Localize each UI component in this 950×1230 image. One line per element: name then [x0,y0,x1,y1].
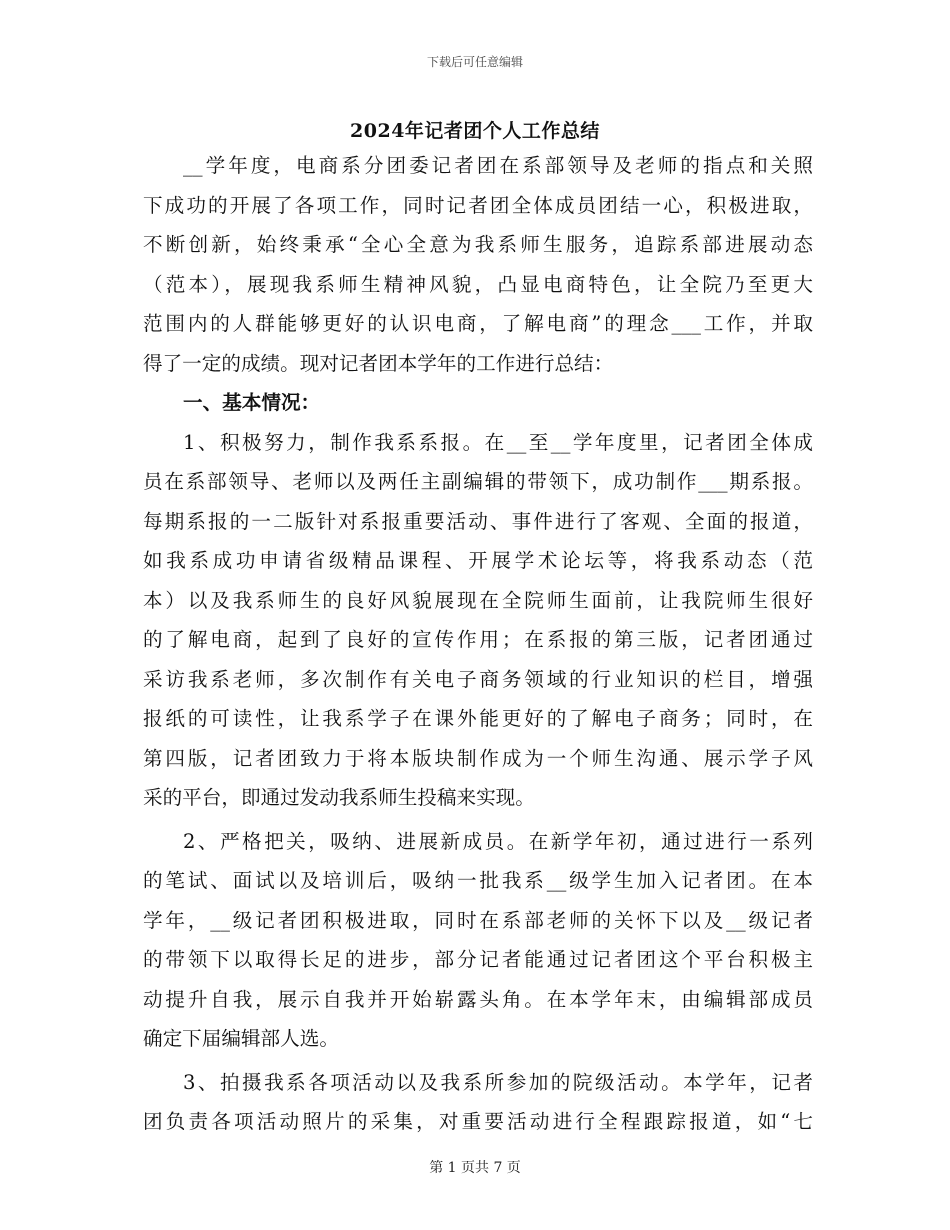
text-line: 1、积极努力，制作我系系报。在__至__学年度里，记者团全体成 [183,430,813,454]
text-line: 3、拍摄我系各项活动以及我系所参加的院级活动。本学年，记者 [183,1070,813,1094]
text-line: 采访我系老师，多次制作有关电子商务领域的行业知识的栏目，增强 [143,667,813,691]
text-line: 员在系部领导、老师以及两任主副编辑的带领下，成功制作___期系报。 [143,470,813,493]
text-line: 学年，__级记者团积极进取，同时在系部老师的关怀下以及__级记者 [143,908,813,932]
text-line: 如我系成功申请省级精品课程、开展学术论坛等，将我系动态（范 [143,549,813,572]
page-indicator: 第 1 页共 7 页 [429,1160,521,1176]
text-line: 不断创新，始终秉承“全心全意为我系师生服务，追踪系部进展动态 [143,233,813,256]
document-title: 2024年记者团个人工作总结 [350,120,600,142]
text-line: 本）以及我系师生的良好风貌展现在全院师生面前，让我院师生很好 [143,588,813,612]
text-line: 确定下届编辑部人选。 [143,1027,339,1050]
paragraph-item-1 [143,423,813,818]
text-line: 第四版，记者团致力于将本版块制作成为一个师生沟通、展示学子风 [143,746,813,770]
text-line: 2、严格把关，吸纳、进展新成员。在新学年初，通过进行一系列 [183,829,813,853]
page-header-note: 下载后可任意编辑 [426,55,523,69]
text-line: 得了一定的成绩。现对记者团本学年的工作进行总结： [143,351,614,375]
text-line: 的笔试、面试以及培训后，吸纳一批我系__级学生加入记者团。在本 [143,869,813,892]
paragraph-intro [143,146,813,383]
paragraph-item-3 [143,1063,813,1142]
section-heading: 一、基本情况： [183,391,321,414]
text-line: 采的平台，即通过发动我系师生投稿来实现。 [143,786,535,809]
text-line: 下成功的开展了各项工作，同时记者团全体成员团结一心，积极进取， [143,193,813,217]
text-line: 团负责各项活动照片的采集，对重要活动进行全程跟踪报道，如“七 [143,1110,813,1133]
paragraph-item-2 [143,822,813,1059]
text-line: 每期系报的一二版针对系报重要活动、事件进行了客观、全面的报道， [143,509,813,533]
text-line: __学年度，电商系分团委记者团在系部领导及老师的指点和关照 [183,154,813,177]
text-line: 动提升自我，展示自我并开始崭露头角。在本学年末，由编辑部成员 [143,987,813,1011]
text-line: （范本），展现我系师生精神风貌，凸显电商特色，让全院乃至更大 [143,272,813,296]
text-line: 的带领下以取得长足的进步，部分记者能通过记者团这个平台积极主 [143,948,813,971]
text-line: 报纸的可读性，让我系学子在课外能更好的了解电子商务；同时，在 [143,707,813,730]
document-body [143,146,813,1142]
text-line: 的了解电商，起到了良好的宣传作用；在系报的第三版，记者团通过 [143,628,813,651]
text-line: 范围内的人群能够更好的认识电商，了解电商”的理念___工作，并取 [143,312,813,335]
